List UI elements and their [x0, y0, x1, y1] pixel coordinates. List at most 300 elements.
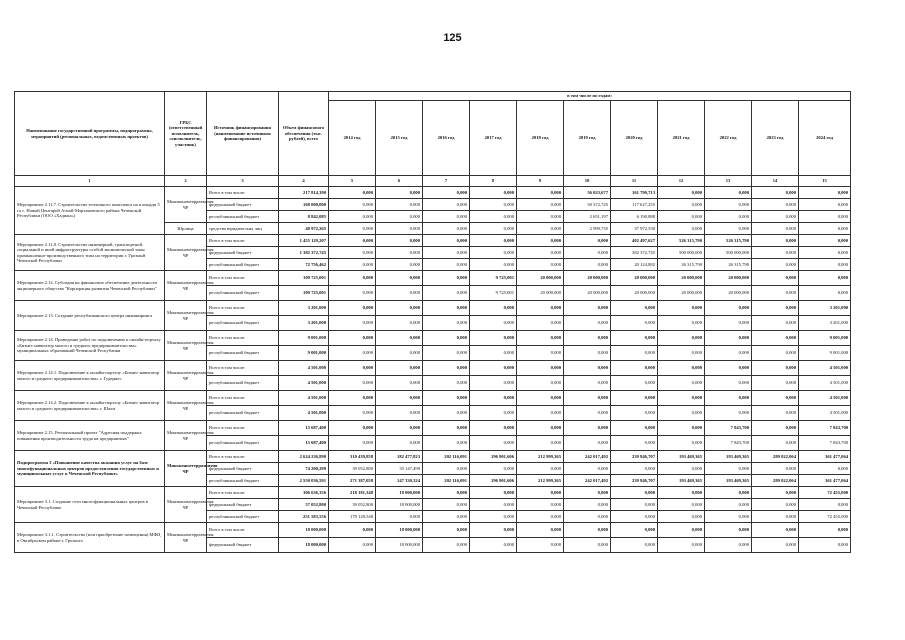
program-name: Мероприятие 2.15. Региональный проект "Адресная поддержка повышения производительности труда на предприятиях": [15, 421, 165, 451]
year-amount: 0,000: [705, 406, 752, 421]
year-amount: 0,000: [658, 523, 705, 538]
year-amount: 0,000: [611, 487, 658, 499]
year-amount: 0,000: [564, 259, 611, 271]
column-number: 14: [752, 176, 799, 187]
year-amount: 0,000: [329, 361, 376, 376]
funding-source: Всего в том числе:: [207, 451, 279, 463]
year-amount: 0,000: [611, 376, 658, 391]
year-amount: 0,000: [423, 421, 470, 436]
year-amount: 0,000: [329, 301, 376, 316]
year-amount: 193 469,365: [705, 451, 752, 463]
year-amount: 0,000: [752, 499, 799, 511]
table-header: [15, 92, 851, 187]
year-amount: 0,000: [470, 346, 517, 361]
year-amount: 0,000: [564, 346, 611, 361]
year-amount: 0,000: [517, 376, 564, 391]
year-amount: 0,000: [423, 271, 470, 286]
year-amount: 3 201,000: [799, 316, 851, 331]
year-amount: 0,000: [423, 463, 470, 475]
year-amount: 20 000,000: [611, 271, 658, 286]
year-amount: 0,000: [423, 301, 470, 316]
year-amount: 0,000: [658, 391, 705, 406]
year-amount: 0,000: [517, 406, 564, 421]
executor: Минэкономтерразвития ЧР: [165, 523, 207, 553]
page-number: 125: [443, 32, 462, 44]
funding-source: федеральный бюджет: [207, 247, 279, 259]
funding-source: федеральный бюджет: [207, 463, 279, 475]
year-amount: 0,000: [470, 247, 517, 259]
year-amount: 0,000: [658, 421, 705, 436]
year-amount: 0,000: [752, 391, 799, 406]
executor: Минэкономтерразвития ЧР: [165, 235, 207, 271]
year-amount: 0,000: [564, 421, 611, 436]
year-amount: 0,000: [517, 391, 564, 406]
year-amount: 0,000: [658, 538, 705, 553]
year-amount: 0,000: [799, 211, 851, 223]
year-amount: 0,000: [423, 361, 470, 376]
year-amount: 0,000: [658, 316, 705, 331]
year-amount: 0,000: [423, 538, 470, 553]
year-amount: 0,000: [517, 511, 564, 523]
year-amount: 202 116,091: [423, 475, 470, 487]
year-amount: 72 455,000: [799, 511, 851, 523]
year-amount: 117 627,255: [611, 199, 658, 211]
year-amount: 0,000: [517, 235, 564, 247]
year-amount: 0,000: [470, 331, 517, 346]
year-amount: 18 000,000: [376, 499, 423, 511]
year-amount: 0,000: [423, 211, 470, 223]
year-amount: 50 372,745: [564, 199, 611, 211]
year-amount: 0,000: [329, 223, 376, 235]
year-amount: 0,000: [329, 199, 376, 211]
year-amount: 0,000: [799, 223, 851, 235]
total-amount: 306 636,356: [279, 487, 329, 499]
year-amount: 0,000: [658, 436, 705, 451]
program-name: Мероприятие 3.1.1. Строительство (или приобретение помещения) МФЦ в Октябрьском районе г. Грозного: [15, 523, 165, 553]
year-amount: 0,000: [752, 436, 799, 451]
program-name: Мероприятие 2.12. Субсидия на финансовое обеспечение деятельности акционерного общества "Корпорация развития Чеченской Республики": [15, 271, 165, 301]
year-amount: 0,000: [658, 346, 705, 361]
year-amount: 0,000: [564, 301, 611, 316]
year-amount: 9 725,001: [470, 271, 517, 286]
year-amount: 2 651,197: [564, 211, 611, 223]
funding-source: республиканский бюджет: [207, 286, 279, 301]
funding-source: Всего в том числе:: [207, 301, 279, 316]
program-name: Мероприятие 2.13. Создание республиканского центра инжиниринга: [15, 301, 165, 331]
year-amount: 0,000: [329, 316, 376, 331]
funding-source: федеральный бюджет: [207, 199, 279, 211]
total-amount: 251 583,556: [279, 511, 329, 523]
funding-source: республиканский бюджет: [207, 259, 279, 271]
year-amount: 0,000: [376, 271, 423, 286]
year-amount: 0,000: [470, 406, 517, 421]
year-amount: 0,000: [376, 391, 423, 406]
column-number: 8: [470, 176, 517, 187]
year-amount: 0,000: [752, 223, 799, 235]
year-amount: 0,000: [470, 487, 517, 499]
year-amount: 7 843,700: [705, 421, 752, 436]
table-row: [15, 391, 851, 406]
year-amount: 0,000: [329, 376, 376, 391]
year-amount: 0,000: [705, 361, 752, 376]
year-amount: 0,000: [376, 346, 423, 361]
year-amount: 0,000: [658, 187, 705, 199]
year-amount: 20 000,000: [705, 286, 752, 301]
year-amount: 0,000: [470, 187, 517, 199]
total-amount: 9 001,000: [279, 331, 329, 346]
year-amount: 0,000: [752, 286, 799, 301]
funding-source: федеральный бюджет: [207, 538, 279, 553]
year-amount: 0,000: [705, 511, 752, 523]
table-row: [15, 271, 851, 286]
year-amount: 0,000: [611, 301, 658, 316]
funding-source: Всего в том числе:: [207, 421, 279, 436]
year-amount: 289 022,064: [752, 451, 799, 463]
year-amount: 0,000: [517, 211, 564, 223]
year-amount: 0,000: [329, 523, 376, 538]
executor: Юрлица: [165, 223, 207, 235]
year-amount: 310 439,858: [329, 451, 376, 463]
year-amount: 0,000: [470, 499, 517, 511]
year-amount: 18 000,000: [376, 487, 423, 499]
year-amount: 0,000: [658, 376, 705, 391]
year-amount: 0,000: [752, 211, 799, 223]
year-amount: 0,000: [611, 436, 658, 451]
year-amount: 382 372,745: [611, 247, 658, 259]
year-amount: 193 469,365: [658, 451, 705, 463]
year-amount: 0,000: [470, 235, 517, 247]
header-year: 2024 год: [799, 101, 851, 176]
year-amount: 0,000: [658, 223, 705, 235]
year-amount: 0,000: [658, 463, 705, 475]
year-amount: 0,000: [470, 538, 517, 553]
header-program: Наименование государственной программы, подпрограммы, мероприятий (региональных, ведомственных проектов): [15, 92, 165, 176]
year-amount: 0,000: [329, 271, 376, 286]
column-number: 4: [279, 176, 329, 187]
header-grbs: ГРБС (ответственный исполнитель, соисполнитель, участник): [165, 92, 207, 176]
year-amount: 218 181,348: [329, 487, 376, 499]
year-amount: 0,000: [705, 463, 752, 475]
column-number: 1: [15, 176, 165, 187]
year-amount: 0,000: [376, 301, 423, 316]
year-amount: 0,000: [658, 511, 705, 523]
header-year: 2015 год: [376, 101, 423, 176]
year-amount: 271 387,058: [329, 475, 376, 487]
total-amount: 1 455 129,207: [279, 235, 329, 247]
header-year: 2023 год: [752, 101, 799, 176]
year-amount: 0,000: [517, 538, 564, 553]
funding-source: республиканский бюджет: [207, 406, 279, 421]
year-amount: 500 000,000: [658, 247, 705, 259]
year-amount: 0,000: [705, 538, 752, 553]
header-years-group: в том числе по годам:: [329, 92, 851, 101]
year-amount: 0,000: [658, 406, 705, 421]
year-amount: 0,000: [564, 316, 611, 331]
column-number: 11: [611, 176, 658, 187]
year-amount: 20 000,000: [564, 286, 611, 301]
year-amount: 0,000: [423, 487, 470, 499]
total-amount: 9 001,000: [279, 346, 329, 361]
header-year: 2021 год: [658, 101, 705, 176]
executor: Минэкономтерразвития ЧР: [165, 421, 207, 451]
year-amount: 0,000: [564, 235, 611, 247]
year-amount: 26 315,790: [705, 259, 752, 271]
year-amount: 0,000: [705, 199, 752, 211]
year-amount: 0,000: [799, 499, 851, 511]
year-amount: 0,000: [564, 376, 611, 391]
year-amount: 0,000: [752, 463, 799, 475]
executor: Минэкономтерразвития ЧР: [165, 187, 207, 223]
year-amount: 0,000: [658, 331, 705, 346]
year-amount: 0,000: [329, 259, 376, 271]
program-name: Мероприятие 2.14.1. Подключение к онлайн-порталу «Бизнес-навигатор малого и среднего предпринимательства» г. Гудермес: [15, 361, 165, 391]
year-amount: 402 497,627: [611, 235, 658, 247]
total-amount: 74 200,299: [279, 463, 329, 475]
year-amount: 0,000: [611, 361, 658, 376]
year-amount: 0,000: [376, 199, 423, 211]
year-amount: 20 124,882: [611, 259, 658, 271]
year-amount: 0,000: [423, 511, 470, 523]
header-total: Объем финансового обеспечения (тыс. рублей), всего: [279, 92, 329, 176]
year-amount: 0,000: [799, 463, 851, 475]
year-amount: 0,000: [376, 421, 423, 436]
year-amount: 0,000: [517, 361, 564, 376]
header-year: 2017 год: [470, 101, 517, 176]
year-amount: 0,000: [705, 223, 752, 235]
year-amount: 0,000: [799, 187, 851, 199]
year-amount: 0,000: [564, 511, 611, 523]
total-amount: 3 201,000: [279, 316, 329, 331]
year-amount: 0,000: [329, 247, 376, 259]
year-amount: 0,000: [705, 391, 752, 406]
year-amount: 0,000: [752, 511, 799, 523]
year-amount: 0,000: [611, 523, 658, 538]
total-amount: 1 382 372,745: [279, 247, 329, 259]
year-amount: 0,000: [376, 361, 423, 376]
year-amount: 0,000: [470, 436, 517, 451]
year-amount: 0,000: [752, 376, 799, 391]
total-amount: 217 814,390: [279, 187, 329, 199]
year-amount: 0,000: [658, 301, 705, 316]
year-amount: 0,000: [517, 301, 564, 316]
year-amount: 0,000: [611, 511, 658, 523]
year-amount: 0,000: [564, 247, 611, 259]
funding-source: Всего в том числе:: [207, 271, 279, 286]
year-amount: 0,000: [423, 316, 470, 331]
year-amount: 0,000: [752, 538, 799, 553]
year-amount: 0,000: [470, 463, 517, 475]
year-amount: 0,000: [752, 199, 799, 211]
year-amount: 0,000: [611, 538, 658, 553]
year-amount: 289 022,064: [752, 475, 799, 487]
year-amount: 0,000: [470, 199, 517, 211]
year-amount: 0,000: [705, 187, 752, 199]
year-amount: 0,000: [611, 406, 658, 421]
funding-source: Всего в том числе:: [207, 235, 279, 247]
year-amount: 193 469,365: [705, 475, 752, 487]
header-year: 2016 год: [423, 101, 470, 176]
year-amount: 361 477,064: [799, 451, 851, 463]
year-amount: 9 001,000: [799, 346, 851, 361]
year-amount: 0,000: [329, 331, 376, 346]
year-amount: 0,000: [423, 259, 470, 271]
year-amount: 0,000: [329, 211, 376, 223]
year-amount: 20 000,000: [611, 286, 658, 301]
year-amount: 0,000: [423, 331, 470, 346]
year-amount: 0,000: [329, 538, 376, 553]
year-amount: 0,000: [423, 499, 470, 511]
year-amount: 0,000: [705, 346, 752, 361]
year-amount: 161 790,713: [611, 187, 658, 199]
year-amount: 0,000: [376, 259, 423, 271]
year-amount: 0,000: [752, 259, 799, 271]
year-amount: 0,000: [423, 247, 470, 259]
year-amount: 0,000: [517, 199, 564, 211]
year-amount: 196 901,606: [470, 475, 517, 487]
column-number: 6: [376, 176, 423, 187]
year-amount: 3 201,000: [799, 301, 851, 316]
year-amount: 0,000: [705, 487, 752, 499]
total-amount: 2 550 036,591: [279, 475, 329, 487]
program-name: Мероприятие 2.11.7. Строительство тепличного комплекса на площади 5 га с. Новый Центарой Ачхой-Мартановского района Чеченской Республики (ООО «Хадижа»): [15, 187, 165, 235]
year-amount: 0,000: [752, 316, 799, 331]
total-amount: 4 501,000: [279, 406, 329, 421]
year-amount: 0,000: [799, 247, 851, 259]
year-amount: 0,000: [611, 499, 658, 511]
year-amount: 212 999,365: [517, 475, 564, 487]
year-amount: 0,000: [517, 247, 564, 259]
total-amount: 57 052,800: [279, 499, 329, 511]
year-amount: 6 190,888: [611, 211, 658, 223]
year-amount: 0,000: [423, 235, 470, 247]
year-amount: 20 000,000: [658, 271, 705, 286]
year-amount: 0,000: [470, 259, 517, 271]
year-amount: 0,000: [423, 391, 470, 406]
year-amount: 0,000: [799, 538, 851, 553]
year-amount: 0,000: [329, 187, 376, 199]
year-amount: 361 477,064: [799, 475, 851, 487]
executor: Минэкономтерразвития ЧР: [165, 487, 207, 523]
executor: Минэкономтерразвития ЧР: [165, 271, 207, 301]
table-row: [15, 235, 851, 247]
year-amount: 0,000: [564, 523, 611, 538]
funding-source: республиканский бюджет: [207, 511, 279, 523]
year-amount: 0,000: [517, 523, 564, 538]
year-amount: 0,000: [517, 421, 564, 436]
year-amount: 0,000: [329, 346, 376, 361]
year-amount: 7 843,700: [705, 436, 752, 451]
funding-source: республиканский бюджет: [207, 436, 279, 451]
year-amount: 0,000: [376, 316, 423, 331]
year-amount: 56 023,677: [564, 187, 611, 199]
year-amount: 0,000: [329, 391, 376, 406]
column-number: 13: [705, 176, 752, 187]
year-amount: 0,000: [705, 499, 752, 511]
year-amount: 0,000: [705, 376, 752, 391]
funding-source: Всего в том числе:: [207, 331, 279, 346]
year-amount: 242 017,492: [564, 451, 611, 463]
year-amount: 526 315,790: [658, 235, 705, 247]
year-amount: 20 000,000: [517, 286, 564, 301]
year-amount: 0,000: [329, 406, 376, 421]
year-amount: 20 000,000: [517, 271, 564, 286]
column-number: 10: [564, 176, 611, 187]
table-row: [15, 451, 851, 463]
year-amount: 0,000: [376, 187, 423, 199]
year-amount: 0,000: [470, 223, 517, 235]
total-amount: 4 501,000: [279, 376, 329, 391]
year-amount: 0,000: [799, 523, 851, 538]
table-row: [15, 523, 851, 538]
year-amount: 0,000: [470, 523, 517, 538]
total-amount: 72 756,462: [279, 259, 329, 271]
year-amount: 0,000: [517, 187, 564, 199]
year-amount: 39 052,800: [329, 463, 376, 475]
funding-source: федеральный бюджет: [207, 499, 279, 511]
program-name: Подпрограмма 3 «Повышение качества оказания услуг на базе многофункциональных центров предоставления государственных и муниципальных услуг в Чеченской Республике»: [15, 451, 165, 487]
year-amount: 0,000: [423, 286, 470, 301]
year-amount: 0,000: [376, 331, 423, 346]
year-amount: 0,000: [517, 499, 564, 511]
year-amount: 0,000: [564, 463, 611, 475]
year-amount: 20 000,000: [564, 271, 611, 286]
total-amount: 15 687,400: [279, 421, 329, 436]
year-amount: 0,000: [329, 286, 376, 301]
year-amount: 20 000,000: [658, 286, 705, 301]
year-amount: 0,000: [564, 361, 611, 376]
funding-source: средства юридических лиц: [207, 223, 279, 235]
year-amount: 239 846,707: [611, 475, 658, 487]
year-amount: 0,000: [752, 187, 799, 199]
year-amount: 39 052,800: [329, 499, 376, 511]
year-amount: 26 315,790: [658, 259, 705, 271]
year-amount: 0,000: [423, 199, 470, 211]
funding-source: Всего в том числе:: [207, 487, 279, 499]
year-amount: 0,000: [376, 247, 423, 259]
funding-source: республиканский бюджет: [207, 346, 279, 361]
year-amount: 0,000: [564, 406, 611, 421]
total-amount: 2 624 236,890: [279, 451, 329, 463]
year-amount: 0,000: [705, 523, 752, 538]
table-row: [15, 487, 851, 499]
year-amount: 7 843,700: [799, 421, 851, 436]
year-amount: 0,000: [329, 436, 376, 451]
year-amount: 0,000: [470, 391, 517, 406]
year-amount: 18 000,000: [376, 523, 423, 538]
year-amount: 0,000: [752, 301, 799, 316]
year-amount: 0,000: [564, 499, 611, 511]
program-name: Мероприятие 3.1. Создание сети многофункциональных центров в Чеченской Республике: [15, 487, 165, 523]
year-amount: 4 501,000: [799, 406, 851, 421]
year-amount: 0,000: [470, 211, 517, 223]
year-amount: 0,000: [799, 235, 851, 247]
total-amount: 168 000,000: [279, 199, 329, 211]
year-amount: 0,000: [658, 487, 705, 499]
year-amount: 0,000: [423, 187, 470, 199]
year-amount: 0,000: [376, 286, 423, 301]
year-amount: 0,000: [423, 523, 470, 538]
header-year: 2022 год: [705, 101, 752, 176]
year-amount: 0,000: [611, 463, 658, 475]
year-amount: 0,000: [376, 223, 423, 235]
header-year: 2020 год: [611, 101, 658, 176]
year-amount: 0,000: [423, 406, 470, 421]
year-amount: 0,000: [517, 223, 564, 235]
column-number: 3: [207, 176, 279, 187]
year-amount: 0,000: [611, 391, 658, 406]
year-amount: 0,000: [705, 316, 752, 331]
funding-source: Всего в том числе:: [207, 391, 279, 406]
